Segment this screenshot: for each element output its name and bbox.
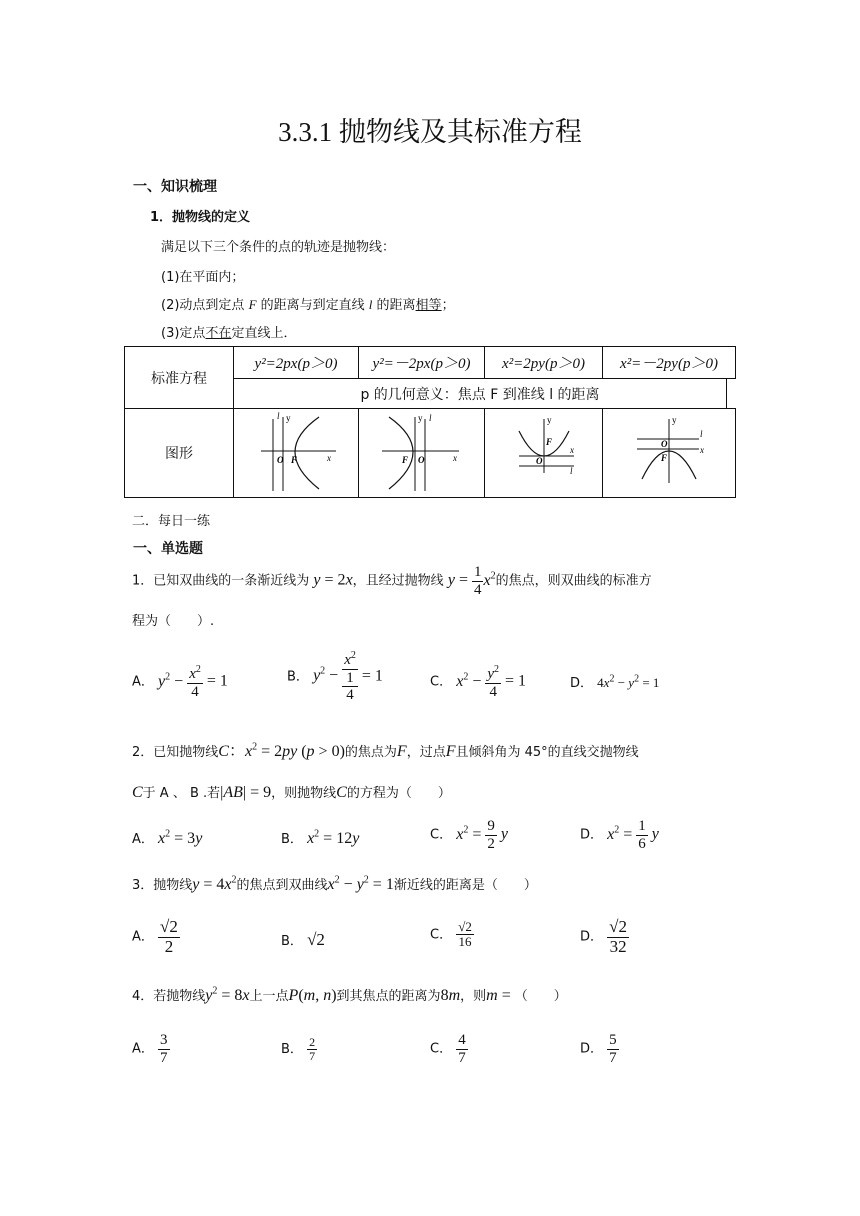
svg-text:F: F xyxy=(545,437,552,447)
q1-option-c: C． $x^2$ − $\frac{y^2}{4}$ = 1 xyxy=(430,664,527,700)
svg-text:y: y xyxy=(672,415,677,425)
condition-2: (2)动点到定点 F 的距离与到定直线 l 的距离相等； xyxy=(161,297,455,313)
subsection-heading: 1．抛物线的定义 xyxy=(150,210,251,225)
q3-option-a: A． $\frac{√2}{2}$ xyxy=(132,917,178,956)
parabola-down-graph xyxy=(609,411,729,495)
q3-option-c: C． $\frac{√2}{16}$ xyxy=(430,919,472,950)
q4-option-b: B． $\frac{2}{7}$ xyxy=(281,1035,316,1064)
parabola-right-graph xyxy=(241,411,351,495)
graph-3 xyxy=(484,408,603,498)
question-1-cont: 程为（ ）. xyxy=(132,614,215,629)
q2-option-c: C． $x^2$ = $\frac{9}{2}$ y xyxy=(430,818,508,852)
question-2: 2．已知抛物线C：$x^2 = 2py$ (p > 0)的焦点为F，过点F且倾斜角为 45°的直线交抛物线 xyxy=(132,741,639,760)
svg-text:y: y xyxy=(546,415,551,425)
section2-heading: 二．每日一练 xyxy=(132,514,211,529)
definition-intro: 满足以下三个条件的点的轨迹是抛物线： xyxy=(161,240,396,255)
svg-text:O: O xyxy=(535,456,542,466)
graph-1 xyxy=(233,408,359,498)
p-meaning: p 的几何意义：焦点 F 到准线 l 的距离 xyxy=(233,378,727,409)
svg-text:x: x xyxy=(452,453,457,463)
single-choice-heading: 一、单选题 xyxy=(133,541,203,557)
svg-text:l: l xyxy=(428,413,432,423)
svg-text:O: O xyxy=(277,455,284,465)
q3-option-d: D． $\frac{√2}{32}$ xyxy=(580,917,627,956)
q4-option-c: C． $\frac{4}{7}$ xyxy=(430,1032,466,1066)
equation-3: x²=2py(p＞0) xyxy=(484,346,603,379)
question-2-cont: C于 A 、 B .若|AB| = 9，则抛物线C的方程为（ ） xyxy=(132,784,451,801)
q1-option-b: B． $y^2$ − $x^2$ 1 4 = 1 xyxy=(287,650,383,703)
equation-1: y²=2px(p＞0) xyxy=(233,346,359,379)
q2-option-b: B． $x^2 = 12y$ xyxy=(281,828,360,847)
svg-text:x: x xyxy=(700,445,704,455)
graph-2 xyxy=(358,408,485,498)
question-4: 4．若抛物线$y^2 = 8x$上一点P(m, n)到其焦点的距离为8m，则m = （ ） xyxy=(132,985,567,1004)
svg-text:O: O xyxy=(661,439,668,449)
svg-text:F: F xyxy=(661,453,668,463)
parabola-up-graph xyxy=(489,411,599,495)
parabola-left-graph xyxy=(367,411,477,495)
svg-text:x: x xyxy=(569,445,574,455)
condition-1: (1)在平面内； xyxy=(161,270,245,285)
svg-text:l: l xyxy=(277,411,280,421)
svg-text:y: y xyxy=(286,413,291,423)
section1-heading: 一、知识梳理 xyxy=(133,179,217,195)
equation-2: y²=－2px(p＞0) xyxy=(358,346,485,379)
table-label-graph: 图形 xyxy=(124,408,234,498)
svg-text:l: l xyxy=(700,429,703,439)
question-3: 3．抛物线$y = 4x^2$的焦点到双曲线$x^2 - y^2 = 1$渐近线的距离是（ ） xyxy=(132,874,537,893)
equation-4: x²=－2py(p＞0) xyxy=(602,346,736,379)
svg-text:l: l xyxy=(569,466,573,476)
condition-3: (3)定点不在定直线上． xyxy=(161,326,297,341)
table-label-equation: 标准方程 xyxy=(124,346,234,409)
q2-option-a: A． $x^2 = 3y$ xyxy=(132,828,203,847)
svg-text:F: F xyxy=(291,455,298,465)
q2-option-d: D． $x^2$ = $\frac{1}{6}$ y xyxy=(580,818,659,852)
graph-4 xyxy=(602,408,736,498)
svg-text:y: y xyxy=(417,413,422,423)
svg-text:O: O xyxy=(417,455,424,465)
svg-text:x: x xyxy=(327,453,331,463)
q1-option-a: A． $y^2$ − $\frac{x^2}{4}$ = 1 xyxy=(132,664,228,700)
q4-option-d: D． $\frac{5}{7}$ xyxy=(580,1032,617,1066)
q1-option-d: D． $4x^2 - y^2 = 1$ xyxy=(570,673,660,691)
q4-option-a: A． $\frac{3}{7}$ xyxy=(132,1032,168,1066)
page-title: 3.3.1 抛物线及其标准方程 xyxy=(278,117,582,147)
q3-option-b: B． √2 xyxy=(281,930,325,949)
svg-text:F: F xyxy=(401,455,408,465)
question-1: 1．已知双曲线的一条渐近线为 y = 2x，且经过抛物线 y = $\frac{1}{4}$ $x^2$的焦点，则双曲线的标准方 xyxy=(132,564,652,598)
